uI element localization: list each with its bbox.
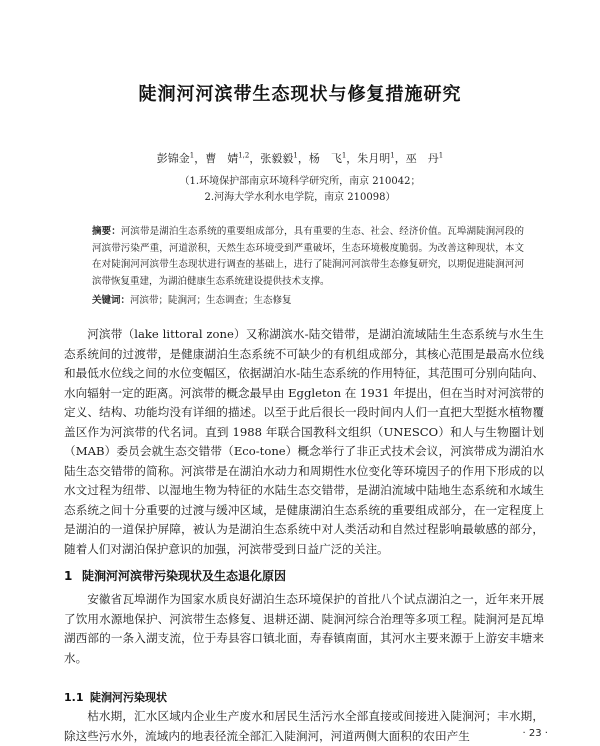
keywords-label: 关键词： <box>92 295 131 306</box>
page-number: · 23 · <box>522 728 548 739</box>
section-1-paragraph: 安徽省瓦埠湖作为国家水质良好湖泊生态环境保护的首批八个试点湖泊之一，近年来开展了饮用水源地保护、河滨带生态修复、退耕还湖、陡涧河综合治理等多项工程。陡涧河是瓦埠湖西部的一条入湖支流，位于寿县容口镇北面，寿春镇南面，其河水主要来源于上游安丰塘来水。 <box>64 592 544 665</box>
author-list <box>0 150 600 166</box>
author-name: 彭锦金 <box>156 152 190 165</box>
author-separator: ， <box>297 152 309 165</box>
author-affiliation-mark: 1 <box>390 151 395 160</box>
author-affiliation-mark: 1 <box>189 151 195 160</box>
abstract-label: 摘要： <box>92 226 121 237</box>
author-affiliation-mark: 1 <box>341 151 347 160</box>
subsection-heading-1-1 <box>64 689 544 705</box>
section-heading-1 <box>64 567 544 584</box>
section-number: 1 <box>64 569 73 583</box>
author-separator: ， <box>346 152 358 165</box>
keywords-text: 河滨带；陡涧河；生态调查；生态修复 <box>130 295 292 306</box>
abstract-text: 河滨带是湖泊生态系统的重要组成部分，具有重要的生态、社会、经济价值。瓦埠湖陡涧河段的河滨带污染严重，河道淤积，天然生态环境受到严重破坏，生态环境极度脆弱。为改善这种现状，本文在对陡涧河河滨带生态现状进行调查的基础上，进行了陡涧河河滨带生态修复研究，以期促进陡涧河河滨带恢复重建，为湖泊健康生态系统建设提供技术支撑。 <box>92 226 524 287</box>
author-affiliation-mark: 1,2 <box>238 151 250 160</box>
author-name: 张毅毅 <box>260 152 294 165</box>
keywords <box>92 292 524 306</box>
subsection-1-1-paragraph: 枯水期，汇水区域内企业生产废水和居民生活污水全部直接或间接进入陡涧河；丰水期，除这些污水外，流域内的地表径流全部汇入陡涧河，河道两侧大面积的农田产生 <box>64 709 544 743</box>
intro-paragraph: 河滨带（lake littoral zone）又称湖滨水-陆交错带，是湖泊流域陆生生态系统与水生生态系统间的过渡带，是健康湖泊生态系统不可缺少的有机组成部分，其核心范围是最高水位线和最低水位线之间的水位变幅区，依据湖泊水-陆生态系统的作用特征，其范围可分别向陆向、水向辐射一定的距离。河滨带的概念最早由 Eggleton 在 1931 年提出，但在当时对河滨带的定义、结构、功能均没有详细的描述。以至于此后很长一段时间内人们一直把大型挺水植物覆盖区作为河滨带的代名词。直到 1988 年联合国教科文组织（UNESCO）和人与生物圈计划（MAB）委员会就生态交错带（Eco-tone）概念举行了非正式技术会议，河滨带成为湖泊水陆生态交错带的简称。河滨带是在湖泊水动力和周期性水位变化等环境因子的作用下形成的以水文过程为纽带、以湿地生物为特征的水陆生态交错带，是湖泊流域中陆地生态系统和水域生态系统之间十分重要的过渡与缓冲区域，是健康湖泊生态系统的重要组成部分，在一定程度上是湖泊的一道保护屏障，被认为是湖泊生态系统中对人类活动和自然过程影响最敏感的部分，随着人们对湖泊保护意识的加强，河滨带受到日益广泛的关注。 <box>64 327 544 556</box>
author-affiliation-mark: 1 <box>438 151 444 160</box>
author-name: 曹 婧 <box>205 152 239 165</box>
author-separator: ， <box>394 152 406 165</box>
subsection-number: 1.1 <box>64 691 84 704</box>
author-name: 巫 丹 <box>405 152 439 165</box>
author-name: 杨 飞 <box>308 152 342 165</box>
subsection-title: 陡涧河污染现状 <box>90 691 167 704</box>
author-separator: ， <box>194 152 206 165</box>
affiliation-line-2: 2.河海大学水利水电学院，南京 210098） <box>204 192 396 203</box>
section-title: 陡涧河河滨带污染现状及生态退化原因 <box>82 569 287 583</box>
abstract <box>92 224 524 290</box>
affiliation-line-1: （1.环境保护部南京环境科学研究所，南京 210042； <box>179 176 421 187</box>
paper-title: 陡涧河河滨带生态现状与修复措施研究 <box>138 84 462 105</box>
author-affiliation-mark: 1 <box>293 151 298 160</box>
author-name: 朱月明 <box>357 152 391 165</box>
author-separator: ， <box>249 152 261 165</box>
